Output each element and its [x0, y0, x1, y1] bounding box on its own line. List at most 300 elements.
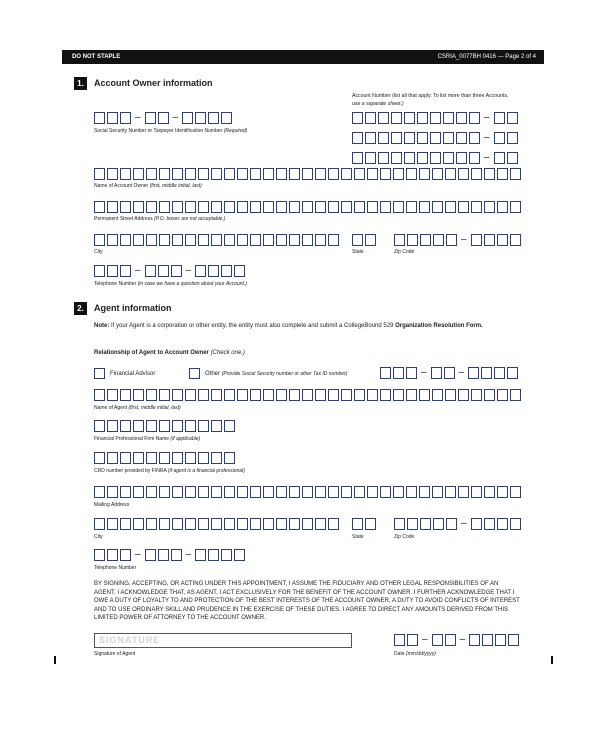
agent-state-field[interactable]	[352, 518, 378, 530]
ssn-digit[interactable]	[94, 112, 105, 124]
char-box[interactable]	[185, 518, 196, 530]
ssn-digit[interactable]	[107, 112, 118, 124]
char-box[interactable]	[198, 201, 209, 213]
char-box[interactable]	[378, 152, 389, 164]
char-box[interactable]	[406, 201, 417, 213]
char-box[interactable]	[430, 132, 441, 144]
char-box[interactable]	[394, 234, 405, 246]
char-box[interactable]	[133, 389, 144, 401]
char-box[interactable]	[484, 389, 495, 401]
char-box[interactable]	[302, 486, 313, 498]
char-box[interactable]	[417, 112, 428, 124]
char-box[interactable]	[146, 486, 157, 498]
char-box[interactable]	[341, 168, 352, 180]
char-box[interactable]	[393, 486, 404, 498]
char-box[interactable]	[224, 420, 235, 432]
char-box[interactable]	[172, 420, 183, 432]
char-box[interactable]	[107, 420, 118, 432]
char-box[interactable]	[198, 518, 209, 530]
char-box[interactable]	[107, 168, 118, 180]
char-box[interactable]	[458, 389, 469, 401]
char-box[interactable]	[315, 486, 326, 498]
char-box[interactable]	[198, 486, 209, 498]
agent-city-field[interactable]	[94, 518, 341, 530]
char-box[interactable]	[208, 265, 219, 277]
agent-zip-field[interactable]	[394, 518, 523, 530]
char-box[interactable]	[433, 234, 444, 246]
char-box[interactable]	[107, 549, 118, 561]
account-number-field[interactable]	[352, 132, 520, 144]
char-box[interactable]	[468, 367, 479, 379]
char-box[interactable]	[263, 201, 274, 213]
char-box[interactable]	[302, 518, 313, 530]
char-box[interactable]	[315, 389, 326, 401]
char-box[interactable]	[171, 265, 182, 277]
char-box[interactable]	[471, 201, 482, 213]
char-box[interactable]	[185, 201, 196, 213]
char-box[interactable]	[224, 452, 235, 464]
char-box[interactable]	[120, 201, 131, 213]
char-box[interactable]	[419, 389, 430, 401]
char-box[interactable]	[289, 168, 300, 180]
char-box[interactable]	[417, 152, 428, 164]
char-box[interactable]	[394, 634, 405, 646]
char-box[interactable]	[185, 486, 196, 498]
char-box[interactable]	[289, 234, 300, 246]
char-box[interactable]	[432, 168, 443, 180]
char-box[interactable]	[482, 634, 493, 646]
char-box[interactable]	[443, 112, 454, 124]
char-box[interactable]	[404, 112, 415, 124]
char-box[interactable]	[497, 518, 508, 530]
char-box[interactable]	[195, 265, 206, 277]
char-box[interactable]	[354, 168, 365, 180]
char-box[interactable]	[471, 389, 482, 401]
char-box[interactable]	[276, 168, 287, 180]
char-box[interactable]	[431, 367, 442, 379]
telephone-field[interactable]	[94, 265, 247, 277]
char-box[interactable]	[393, 168, 404, 180]
agent-name-field[interactable]	[94, 389, 523, 401]
char-box[interactable]	[380, 168, 391, 180]
ssn-digit[interactable]	[182, 112, 193, 124]
account-owner-name-field[interactable]	[94, 168, 523, 180]
char-box[interactable]	[94, 549, 105, 561]
char-box[interactable]	[458, 168, 469, 180]
char-box[interactable]	[443, 152, 454, 164]
char-box[interactable]	[471, 518, 482, 530]
char-box[interactable]	[94, 518, 105, 530]
char-box[interactable]	[494, 367, 505, 379]
char-box[interactable]	[378, 112, 389, 124]
char-box[interactable]	[120, 168, 131, 180]
char-box[interactable]	[445, 201, 456, 213]
char-box[interactable]	[172, 234, 183, 246]
char-box[interactable]	[407, 518, 418, 530]
date-field[interactable]	[394, 634, 521, 646]
char-box[interactable]	[250, 486, 261, 498]
char-box[interactable]	[276, 201, 287, 213]
char-box[interactable]	[510, 486, 521, 498]
ssn-digit[interactable]	[208, 112, 219, 124]
account-number-field[interactable]	[352, 112, 520, 124]
char-box[interactable]	[328, 168, 339, 180]
char-box[interactable]	[198, 234, 209, 246]
char-box[interactable]	[234, 549, 245, 561]
char-box[interactable]	[145, 549, 156, 561]
char-box[interactable]	[432, 634, 443, 646]
char-box[interactable]	[237, 486, 248, 498]
char-box[interactable]	[497, 201, 508, 213]
char-box[interactable]	[484, 168, 495, 180]
char-box[interactable]	[107, 201, 118, 213]
char-box[interactable]	[120, 549, 131, 561]
char-box[interactable]	[380, 367, 391, 379]
char-box[interactable]	[237, 201, 248, 213]
char-box[interactable]	[508, 634, 519, 646]
ssn-digit[interactable]	[158, 112, 169, 124]
char-box[interactable]	[120, 518, 131, 530]
char-box[interactable]	[352, 234, 363, 246]
char-box[interactable]	[211, 389, 222, 401]
char-box[interactable]	[107, 452, 118, 464]
char-box[interactable]	[510, 389, 521, 401]
char-box[interactable]	[133, 486, 144, 498]
ssn-digit[interactable]	[195, 112, 206, 124]
char-box[interactable]	[494, 112, 505, 124]
char-box[interactable]	[208, 549, 219, 561]
ssn-digit[interactable]	[120, 112, 131, 124]
char-box[interactable]	[289, 518, 300, 530]
char-box[interactable]	[276, 389, 287, 401]
firm-name-field[interactable]	[94, 420, 237, 432]
char-box[interactable]	[510, 518, 521, 530]
char-box[interactable]	[133, 420, 144, 432]
char-box[interactable]	[146, 420, 157, 432]
char-box[interactable]	[419, 486, 430, 498]
char-box[interactable]	[198, 420, 209, 432]
char-box[interactable]	[469, 152, 480, 164]
char-box[interactable]	[430, 152, 441, 164]
char-box[interactable]	[328, 389, 339, 401]
char-box[interactable]	[133, 201, 144, 213]
char-box[interactable]	[507, 112, 518, 124]
char-box[interactable]	[94, 389, 105, 401]
char-box[interactable]	[432, 486, 443, 498]
char-box[interactable]	[158, 549, 169, 561]
char-box[interactable]	[224, 201, 235, 213]
char-box[interactable]	[211, 201, 222, 213]
char-box[interactable]	[432, 201, 443, 213]
agent-tax-id-field[interactable]	[380, 367, 520, 379]
char-box[interactable]	[328, 234, 339, 246]
char-box[interactable]	[315, 518, 326, 530]
char-box[interactable]	[393, 201, 404, 213]
char-box[interactable]	[497, 168, 508, 180]
char-box[interactable]	[469, 132, 480, 144]
char-box[interactable]	[107, 486, 118, 498]
char-box[interactable]	[365, 152, 376, 164]
char-box[interactable]	[198, 168, 209, 180]
char-box[interactable]	[469, 112, 480, 124]
char-box[interactable]	[159, 518, 170, 530]
char-box[interactable]	[224, 518, 235, 530]
char-box[interactable]	[107, 265, 118, 277]
char-box[interactable]	[365, 112, 376, 124]
char-box[interactable]	[367, 201, 378, 213]
char-box[interactable]	[237, 518, 248, 530]
char-box[interactable]	[146, 201, 157, 213]
char-box[interactable]	[420, 518, 431, 530]
char-box[interactable]	[484, 234, 495, 246]
char-box[interactable]	[378, 132, 389, 144]
char-box[interactable]	[404, 152, 415, 164]
char-box[interactable]	[497, 234, 508, 246]
char-box[interactable]	[120, 389, 131, 401]
char-box[interactable]	[172, 518, 183, 530]
zip-field[interactable]	[394, 234, 523, 246]
char-box[interactable]	[391, 132, 402, 144]
char-box[interactable]	[445, 634, 456, 646]
char-box[interactable]	[94, 486, 105, 498]
char-box[interactable]	[445, 389, 456, 401]
char-box[interactable]	[456, 112, 467, 124]
char-box[interactable]	[198, 452, 209, 464]
char-box[interactable]	[446, 518, 457, 530]
char-box[interactable]	[211, 452, 222, 464]
char-box[interactable]	[481, 367, 492, 379]
char-box[interactable]	[185, 168, 196, 180]
char-box[interactable]	[406, 389, 417, 401]
char-box[interactable]	[406, 168, 417, 180]
char-box[interactable]	[198, 389, 209, 401]
char-box[interactable]	[159, 234, 170, 246]
char-box[interactable]	[221, 549, 232, 561]
char-box[interactable]	[120, 234, 131, 246]
char-box[interactable]	[367, 168, 378, 180]
char-box[interactable]	[276, 486, 287, 498]
char-box[interactable]	[433, 518, 444, 530]
char-box[interactable]	[419, 201, 430, 213]
ssn-digit[interactable]	[221, 112, 232, 124]
char-box[interactable]	[507, 367, 518, 379]
char-box[interactable]	[94, 168, 105, 180]
char-box[interactable]	[276, 518, 287, 530]
char-box[interactable]	[289, 486, 300, 498]
char-box[interactable]	[380, 486, 391, 498]
char-box[interactable]	[211, 168, 222, 180]
char-box[interactable]	[315, 201, 326, 213]
char-box[interactable]	[146, 518, 157, 530]
char-box[interactable]	[341, 486, 352, 498]
char-box[interactable]	[211, 518, 222, 530]
char-box[interactable]	[352, 518, 363, 530]
char-box[interactable]	[510, 201, 521, 213]
char-box[interactable]	[497, 486, 508, 498]
char-box[interactable]	[510, 234, 521, 246]
char-box[interactable]	[458, 201, 469, 213]
char-box[interactable]	[497, 389, 508, 401]
char-box[interactable]	[407, 234, 418, 246]
char-box[interactable]	[159, 420, 170, 432]
char-box[interactable]	[146, 389, 157, 401]
char-box[interactable]	[224, 389, 235, 401]
char-box[interactable]	[237, 168, 248, 180]
account-number-field[interactable]	[352, 152, 520, 164]
char-box[interactable]	[263, 389, 274, 401]
char-box[interactable]	[456, 152, 467, 164]
char-box[interactable]	[133, 518, 144, 530]
char-box[interactable]	[391, 112, 402, 124]
char-box[interactable]	[495, 634, 506, 646]
char-box[interactable]	[263, 486, 274, 498]
char-box[interactable]	[211, 486, 222, 498]
char-box[interactable]	[159, 486, 170, 498]
char-box[interactable]	[352, 152, 363, 164]
char-box[interactable]	[250, 168, 261, 180]
char-box[interactable]	[430, 112, 441, 124]
char-box[interactable]	[289, 389, 300, 401]
char-box[interactable]	[250, 518, 261, 530]
char-box[interactable]	[380, 389, 391, 401]
char-box[interactable]	[263, 234, 274, 246]
char-box[interactable]	[94, 420, 105, 432]
char-box[interactable]	[302, 201, 313, 213]
char-box[interactable]	[133, 452, 144, 464]
financial-advisor-checkbox[interactable]	[94, 368, 105, 379]
mailing-address-field[interactable]	[94, 486, 523, 498]
char-box[interactable]	[393, 389, 404, 401]
char-box[interactable]	[120, 452, 131, 464]
char-box[interactable]	[195, 549, 206, 561]
char-box[interactable]	[185, 234, 196, 246]
char-box[interactable]	[94, 234, 105, 246]
char-box[interactable]	[365, 234, 376, 246]
char-box[interactable]	[234, 265, 245, 277]
char-box[interactable]	[159, 168, 170, 180]
char-box[interactable]	[172, 389, 183, 401]
char-box[interactable]	[302, 389, 313, 401]
char-box[interactable]	[263, 518, 274, 530]
char-box[interactable]	[172, 452, 183, 464]
char-box[interactable]	[445, 168, 456, 180]
char-box[interactable]	[420, 234, 431, 246]
char-box[interactable]	[394, 518, 405, 530]
char-box[interactable]	[211, 420, 222, 432]
signature-field[interactable]	[94, 633, 352, 648]
char-box[interactable]	[211, 234, 222, 246]
char-box[interactable]	[406, 486, 417, 498]
char-box[interactable]	[328, 518, 339, 530]
char-box[interactable]	[444, 367, 455, 379]
char-box[interactable]	[172, 168, 183, 180]
char-box[interactable]	[289, 201, 300, 213]
char-box[interactable]	[365, 518, 376, 530]
char-box[interactable]	[224, 168, 235, 180]
char-box[interactable]	[407, 634, 418, 646]
char-box[interactable]	[159, 201, 170, 213]
street-address-field[interactable]	[94, 201, 523, 213]
char-box[interactable]	[250, 389, 261, 401]
char-box[interactable]	[445, 486, 456, 498]
char-box[interactable]	[494, 152, 505, 164]
char-box[interactable]	[159, 389, 170, 401]
char-box[interactable]	[185, 389, 196, 401]
char-box[interactable]	[315, 168, 326, 180]
char-box[interactable]	[120, 486, 131, 498]
char-box[interactable]	[172, 201, 183, 213]
char-box[interactable]	[494, 132, 505, 144]
char-box[interactable]	[406, 367, 417, 379]
char-box[interactable]	[367, 389, 378, 401]
state-field[interactable]	[352, 234, 378, 246]
char-box[interactable]	[172, 486, 183, 498]
char-box[interactable]	[171, 549, 182, 561]
char-box[interactable]	[432, 389, 443, 401]
char-box[interactable]	[393, 367, 404, 379]
char-box[interactable]	[250, 234, 261, 246]
char-box[interactable]	[404, 132, 415, 144]
ssn-field[interactable]	[94, 112, 234, 124]
char-box[interactable]	[458, 486, 469, 498]
char-box[interactable]	[365, 132, 376, 144]
char-box[interactable]	[469, 634, 480, 646]
char-box[interactable]	[507, 152, 518, 164]
char-box[interactable]	[237, 389, 248, 401]
char-box[interactable]	[456, 132, 467, 144]
char-box[interactable]	[484, 201, 495, 213]
char-box[interactable]	[107, 389, 118, 401]
char-box[interactable]	[446, 234, 457, 246]
char-box[interactable]	[145, 265, 156, 277]
char-box[interactable]	[133, 168, 144, 180]
char-box[interactable]	[146, 452, 157, 464]
char-box[interactable]	[302, 234, 313, 246]
char-box[interactable]	[471, 168, 482, 180]
char-box[interactable]	[352, 112, 363, 124]
char-box[interactable]	[94, 201, 105, 213]
char-box[interactable]	[367, 486, 378, 498]
char-box[interactable]	[120, 265, 131, 277]
char-box[interactable]	[107, 234, 118, 246]
char-box[interactable]	[471, 486, 482, 498]
char-box[interactable]	[158, 265, 169, 277]
char-box[interactable]	[507, 132, 518, 144]
char-box[interactable]	[250, 201, 261, 213]
char-box[interactable]	[221, 265, 232, 277]
char-box[interactable]	[107, 518, 118, 530]
char-box[interactable]	[185, 452, 196, 464]
other-checkbox[interactable]	[189, 368, 200, 379]
char-box[interactable]	[224, 486, 235, 498]
char-box[interactable]	[146, 168, 157, 180]
crd-number-field[interactable]	[94, 452, 237, 464]
char-box[interactable]	[276, 234, 287, 246]
char-box[interactable]	[471, 234, 482, 246]
char-box[interactable]	[237, 234, 248, 246]
char-box[interactable]	[146, 234, 157, 246]
char-box[interactable]	[352, 132, 363, 144]
char-box[interactable]	[133, 234, 144, 246]
char-box[interactable]	[391, 152, 402, 164]
agent-telephone-field[interactable]	[94, 549, 247, 561]
char-box[interactable]	[341, 389, 352, 401]
char-box[interactable]	[419, 168, 430, 180]
char-box[interactable]	[159, 452, 170, 464]
char-box[interactable]	[443, 132, 454, 144]
char-box[interactable]	[224, 234, 235, 246]
char-box[interactable]	[354, 201, 365, 213]
